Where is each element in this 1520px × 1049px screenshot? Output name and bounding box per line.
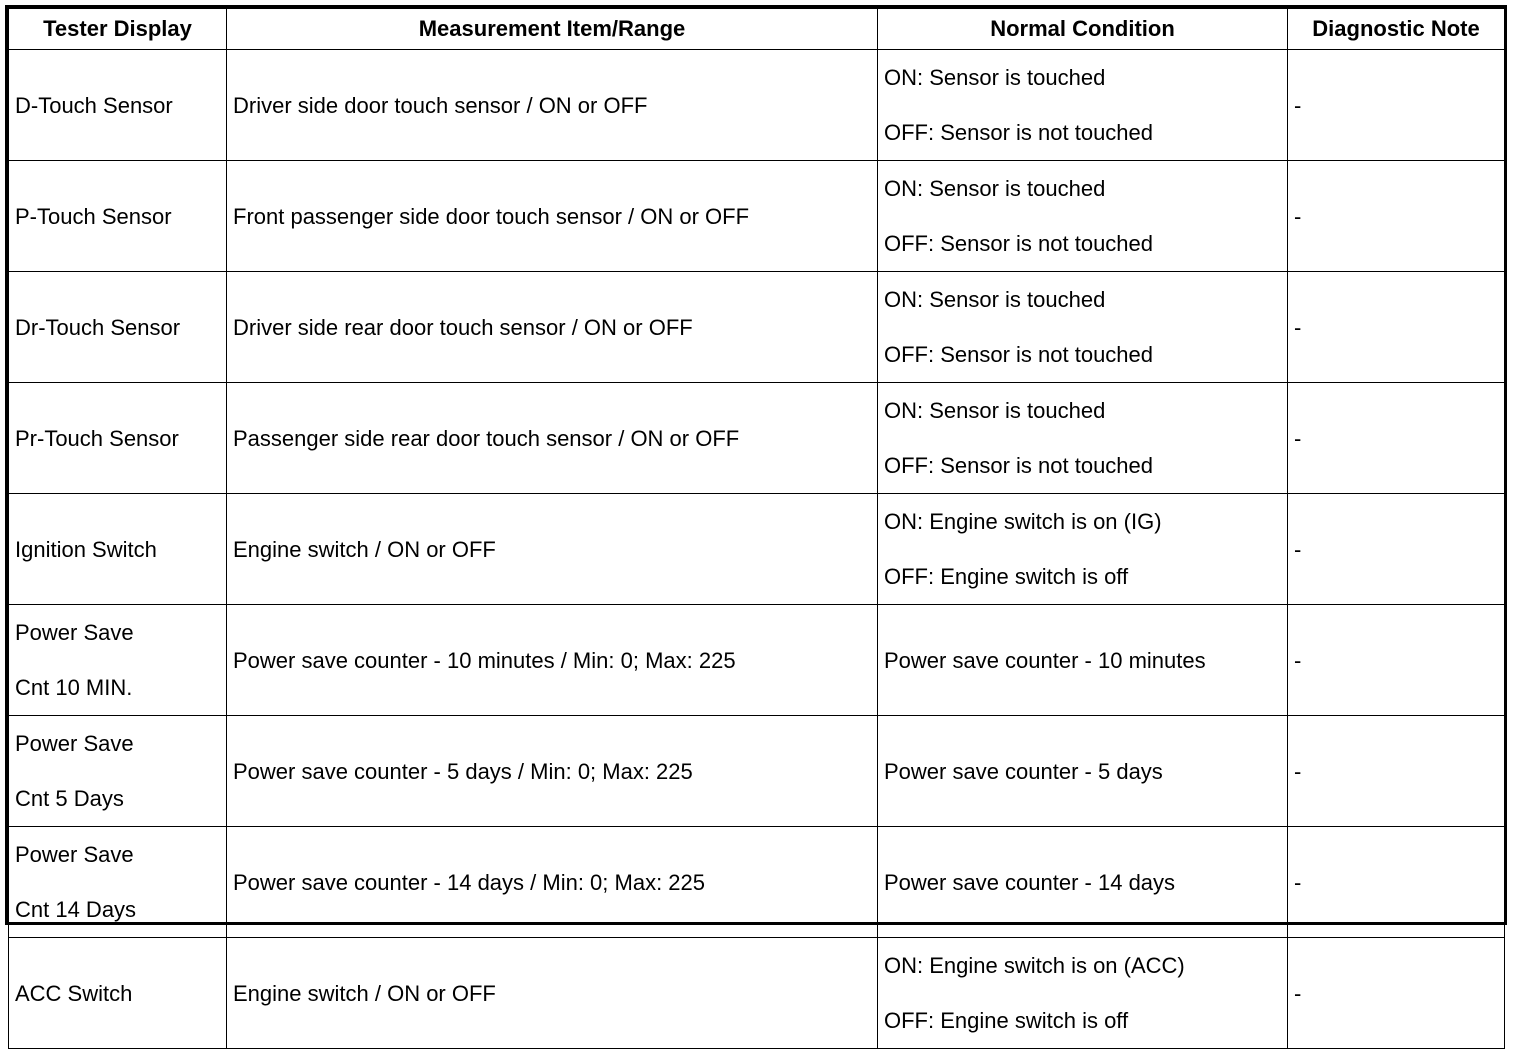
- cell-tester-display: [9, 494, 227, 605]
- table-row: [9, 716, 1505, 827]
- cell-normal-condition: [878, 716, 1288, 827]
- cell-normal-condition: [878, 272, 1288, 383]
- tester-display-line: Ignition Switch: [15, 536, 157, 562]
- normal-condition-line: Power save counter - 10 minutes: [884, 647, 1206, 673]
- cell-normal-condition: [878, 827, 1288, 938]
- tester-display-line: Power Save: [15, 731, 134, 756]
- table-row: [9, 494, 1505, 605]
- cell-measurement-item: Driver side door touch sensor / ON or OFF: [227, 50, 878, 161]
- cell-diagnostic-note: -: [1288, 938, 1505, 1049]
- table-row: [9, 50, 1505, 161]
- table-row: [9, 605, 1505, 716]
- data-list-table: [8, 8, 1505, 1049]
- tester-display-line: P-Touch Sensor: [15, 203, 172, 229]
- tester-display-line: Cnt 10 MIN.: [15, 675, 133, 700]
- cell-normal-condition: [878, 605, 1288, 716]
- normal-condition-line: ON: Sensor is touched: [884, 287, 1106, 312]
- tester-display-line: Power Save: [15, 842, 134, 867]
- normal-condition-line: ON: Sensor is touched: [884, 65, 1106, 90]
- cell-diagnostic-note: -: [1288, 605, 1505, 716]
- cell-diagnostic-note: -: [1288, 494, 1505, 605]
- cell-measurement-item: Passenger side rear door touch sensor / ON or OFF: [227, 383, 878, 494]
- table-row: [9, 827, 1505, 938]
- cell-normal-condition: [878, 494, 1288, 605]
- cell-measurement-item: Power save counter - 14 days / Min: 0; Max: 225: [227, 827, 878, 938]
- header-diagnostic-note: Diagnostic Note: [1288, 9, 1505, 50]
- normal-condition-line: OFF: Sensor is not touched: [884, 120, 1154, 145]
- table-row: [9, 938, 1505, 1049]
- cell-measurement-item: Front passenger side door touch sensor / ON or OFF: [227, 161, 878, 272]
- cell-normal-condition: [878, 161, 1288, 272]
- cell-tester-display: [9, 161, 227, 272]
- cell-normal-condition: [878, 50, 1288, 161]
- header-normal-condition: Normal Condition: [878, 9, 1288, 50]
- cell-diagnostic-note: -: [1288, 272, 1505, 383]
- cell-diagnostic-note: -: [1288, 716, 1505, 827]
- normal-condition-line: Power save counter - 14 days: [884, 869, 1176, 895]
- cell-measurement-item: Power save counter - 5 days / Min: 0; Max: 225: [227, 716, 878, 827]
- cell-measurement-item: Engine switch / ON or OFF: [227, 494, 878, 605]
- cell-tester-display: [9, 827, 227, 938]
- cell-measurement-item: Power save counter - 10 minutes / Min: 0; Max: 225: [227, 605, 878, 716]
- normal-condition-line: ON: Sensor is touched: [884, 176, 1106, 201]
- normal-condition-line: OFF: Engine switch is off: [884, 564, 1129, 589]
- cell-tester-display: [9, 605, 227, 716]
- tester-display-line: Pr-Touch Sensor: [15, 425, 179, 451]
- normal-condition-line: OFF: Sensor is not touched: [884, 342, 1154, 367]
- cell-tester-display: [9, 272, 227, 383]
- table-row: [9, 161, 1505, 272]
- header-row: [9, 9, 1505, 50]
- cell-diagnostic-note: -: [1288, 161, 1505, 272]
- header-tester-display: Tester Display: [9, 9, 227, 50]
- normal-condition-line: ON: Sensor is touched: [884, 398, 1106, 423]
- cell-measurement-item: Driver side rear door touch sensor / ON or OFF: [227, 272, 878, 383]
- normal-condition-line: OFF: Sensor is not touched: [884, 231, 1154, 256]
- tester-display-line: Power Save: [15, 620, 134, 645]
- cell-tester-display: [9, 716, 227, 827]
- cell-diagnostic-note: -: [1288, 50, 1505, 161]
- cell-tester-display: [9, 383, 227, 494]
- normal-condition-line: OFF: Engine switch is off: [884, 1008, 1129, 1033]
- tester-display-line: Cnt 5 Days: [15, 786, 124, 811]
- header-measurement-item: Measurement Item/Range: [227, 9, 878, 50]
- cell-tester-display: [9, 50, 227, 161]
- normal-condition-line: OFF: Sensor is not touched: [884, 453, 1154, 478]
- table-row: [9, 272, 1505, 383]
- cell-tester-display: [9, 938, 227, 1049]
- tester-display-line: D-Touch Sensor: [15, 92, 173, 118]
- tester-display-line: Dr-Touch Sensor: [15, 314, 181, 340]
- cell-diagnostic-note: -: [1288, 383, 1505, 494]
- cell-normal-condition: [878, 938, 1288, 1049]
- normal-condition-line: ON: Engine switch is on (ACC): [884, 953, 1185, 978]
- cell-normal-condition: [878, 383, 1288, 494]
- cell-measurement-item: Engine switch / ON or OFF: [227, 938, 878, 1049]
- normal-condition-line: Power save counter - 5 days: [884, 758, 1163, 784]
- normal-condition-line: ON: Engine switch is on (IG): [884, 509, 1162, 534]
- tester-display-line: ACC Switch: [15, 980, 133, 1006]
- cell-diagnostic-note: -: [1288, 827, 1505, 938]
- tester-display-line: Cnt 14 Days: [15, 897, 137, 922]
- table-row: [9, 383, 1505, 494]
- table-frame: [5, 5, 1507, 1033]
